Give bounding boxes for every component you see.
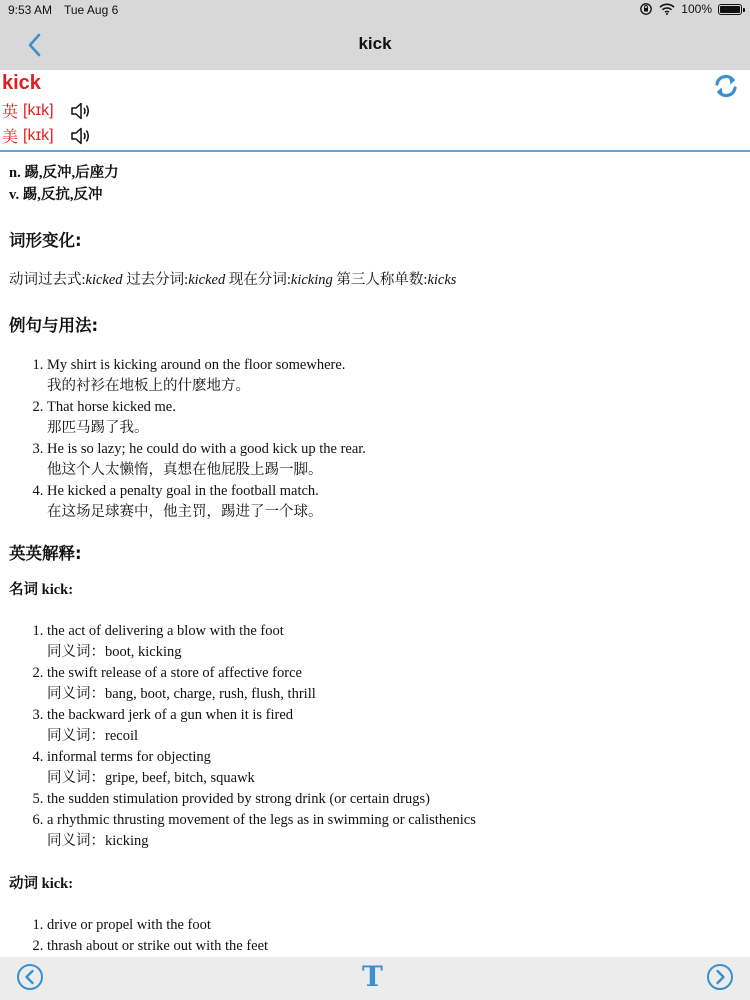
list-item: 6. a rhythmic thrusting movement of the legs as in swimming or calisthenics 同义词：kicking xyxy=(47,810,739,852)
us-label: 美 xyxy=(2,129,19,146)
list-item: 4. He kicked a penalty goal in the football match. 在这场足球赛中，他主罚，踢进了一个球。 xyxy=(47,481,739,523)
inflections-title: 词形变化: xyxy=(9,231,82,250)
pronunciation-uk xyxy=(2,99,92,122)
refresh-button[interactable] xyxy=(712,72,740,100)
noun-senses-list xyxy=(9,621,739,852)
bottom-toolbar xyxy=(0,957,750,1000)
us-speaker-button[interactable] xyxy=(70,126,92,146)
us-phonetic: [kɪk] xyxy=(23,126,54,144)
definition-noun: n. 踢,反冲,后座力 xyxy=(9,165,119,181)
word-header xyxy=(0,70,750,152)
list-item: 2. the swift release of a store of affective force 同义词：bang, boot, charge, rush, flush, thrill xyxy=(47,663,739,705)
verb-heading: 动词 kick: xyxy=(9,876,74,892)
previous-word-button[interactable] xyxy=(16,963,44,991)
battery-percent: 100% xyxy=(681,2,712,16)
page-title: kick xyxy=(358,34,392,53)
noun-heading: 名词 kick: xyxy=(9,582,74,598)
speaker-icon xyxy=(70,101,92,121)
status-indicators xyxy=(639,2,742,16)
list-item: 3. the backward jerk of a gun when it is fired 同义词：recoil xyxy=(47,705,739,747)
pronunciation-us xyxy=(2,124,92,147)
entry-content[interactable] xyxy=(9,162,739,957)
list-item: 1. the act of delivering a blow with the foot 同义词：boot, kicking xyxy=(47,621,739,663)
navigation-bar xyxy=(0,0,750,70)
list-item: 3. He is so lazy; he could do with a good kick up the rear. 他这个人太懒惰，真想在他屁股上踢一脚。 xyxy=(47,439,739,481)
speaker-icon xyxy=(70,126,92,146)
list-item: 4. informal terms for objecting 同义词：gripe, beef, bitch, squawk xyxy=(47,747,739,789)
list-item: 1. drive or propel with the foot xyxy=(47,915,739,936)
next-word-button[interactable] xyxy=(706,963,734,991)
verb-senses-list xyxy=(9,915,739,957)
uk-phonetic: [kɪk] xyxy=(23,101,54,119)
list-item: 5. the sudden stimulation provided by strong drink (or certain drugs) xyxy=(47,789,739,810)
basic-definitions xyxy=(9,162,739,206)
list-item: 2. thrash about or strike out with the feet xyxy=(47,936,739,957)
examples-title: 例句与用法: xyxy=(9,316,99,335)
definition-verb: v. 踢,反抗,反冲 xyxy=(9,187,103,203)
status-date: Tue Aug 6 xyxy=(64,3,119,17)
list-item: 1. My shirt is kicking around on the floor somewhere. 我的衬衫在地板上的什麽地方。 xyxy=(47,355,739,397)
wifi-icon xyxy=(659,3,675,15)
status-time: 9:53 AM xyxy=(8,3,53,17)
examples-list xyxy=(9,355,739,523)
list-item: 2. That horse kicked me. 那匹马踢了我。 xyxy=(47,397,739,439)
circle-chevron-left-icon xyxy=(16,963,44,991)
headword: kick xyxy=(2,72,41,94)
battery-icon xyxy=(718,4,742,15)
circle-chevron-right-icon xyxy=(706,963,734,991)
uk-label: 英 xyxy=(2,104,19,121)
font-size-button[interactable]: T xyxy=(362,960,383,993)
uk-speaker-button[interactable] xyxy=(70,101,92,121)
rotation-lock-icon xyxy=(639,2,653,16)
inflections-line: 动词过去式:kicked 过去分词:kicked 现在分词:kicking 第三人称单数:kicks xyxy=(9,272,457,288)
english-definitions-title: 英英解释: xyxy=(9,544,82,563)
refresh-icon xyxy=(712,72,740,100)
